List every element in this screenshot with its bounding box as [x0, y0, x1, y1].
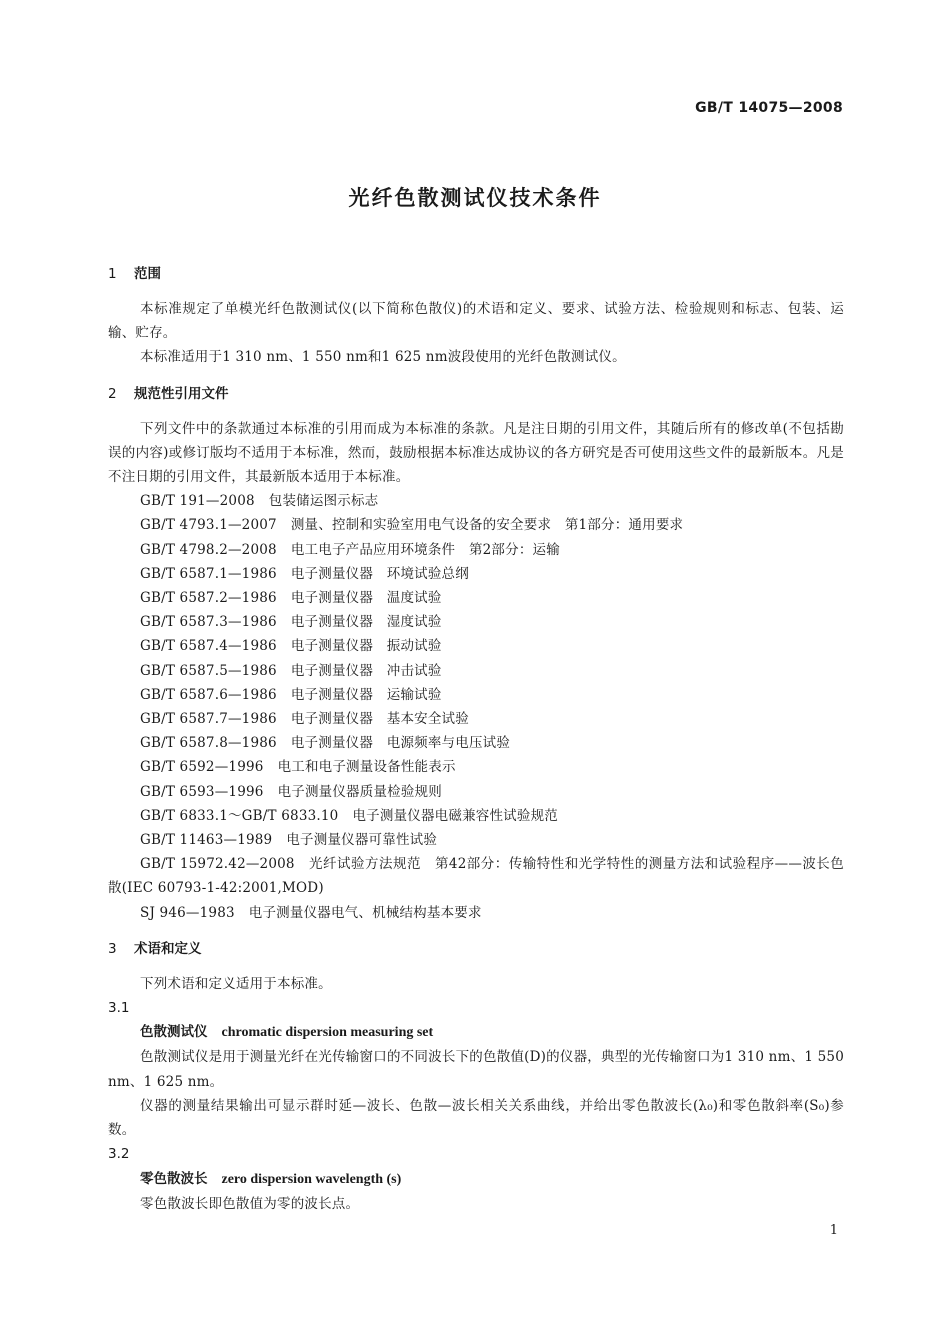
reference-code: GB/T 6592—1996 — [140, 759, 264, 776]
reference-title: 电工电子产品应用环境条件 第2部分：运输 — [290, 541, 560, 558]
reference-title: 电子测量仪器 环境试验总纲 — [290, 565, 469, 582]
section-1-heading — [108, 262, 844, 286]
page-number: 1 — [829, 1223, 838, 1238]
term-entry — [108, 1167, 844, 1192]
term-chinese: 色散测试仪 — [140, 1024, 208, 1041]
section-2-heading — [108, 382, 844, 406]
section-number: 2 — [108, 385, 117, 402]
reference-item — [108, 852, 844, 900]
reference-item — [108, 731, 844, 755]
reference-item — [108, 683, 844, 707]
reference-item — [108, 586, 844, 610]
reference-code: GB/T 6587.8—1986 — [140, 735, 277, 752]
reference-item — [108, 780, 844, 804]
reference-item — [108, 489, 844, 513]
reference-code: GB/T 6587.1—1986 — [140, 565, 277, 582]
reference-item — [108, 634, 844, 658]
reference-title: 电子测量仪器电磁兼容性试验规范 — [352, 807, 558, 824]
reference-title: 电子测量仪器 冲击试验 — [290, 662, 442, 679]
reference-title: 电子测量仪器 运输试验 — [290, 686, 442, 703]
section-title: 规范性引用文件 — [134, 385, 229, 402]
reference-title: 电子测量仪器 电源频率与电压试验 — [290, 735, 511, 752]
section-number: 1 — [108, 266, 117, 282]
reference-code: GB/T 6587.5—1986 — [140, 662, 277, 679]
reference-title: 电子测量仪器质量检验规则 — [277, 783, 442, 800]
term-chinese: 零色散波长 — [140, 1170, 208, 1187]
reference-code: GB/T 4793.1—2007 — [140, 517, 277, 534]
term-definition: 仪器的测量结果输出可显示群时延—波长、色散—波长相关关系曲线，并给出零色散波长(λ₀)和零色散斜率(S₀)参数。 — [108, 1097, 844, 1139]
section-number: 3 — [108, 940, 117, 957]
reference-item — [108, 562, 844, 586]
reference-code: GB/T 6587.3—1986 — [140, 614, 277, 631]
section-title: 范围 — [134, 266, 161, 282]
reference-code: GB/T 6833.1～GB/T 6833.10 — [140, 807, 339, 824]
document-body — [108, 262, 844, 1216]
reference-code: GB/T 6587.4—1986 — [140, 638, 277, 655]
section-title: 术语和定义 — [134, 940, 202, 957]
section-3-heading — [108, 937, 844, 961]
paragraph: 下列文件中的条款通过本标准的引用而成为本标准的条款。凡是注日期的引用文件，其随后所有的修改单(不包括勘误的内容)或修订版均不适用于本标准，然而，鼓励根据本标准达成协议的各方研究是否可使用这些文件的最新版本。凡是不注日期的引用文件，其最新版本适用于本标准。 — [108, 420, 844, 486]
reference-item — [108, 707, 844, 731]
reference-code: GB/T 6587.6—1986 — [140, 686, 277, 703]
term-entry — [108, 1020, 844, 1045]
reference-item — [108, 513, 844, 537]
document-title: 光纤色散测试仪技术条件 — [348, 186, 602, 210]
reference-title: 电子测量仪器 温度试验 — [290, 590, 442, 607]
reference-code: GB/T 191—2008 — [140, 493, 255, 510]
reference-title: 电工和电子测量设备性能表示 — [277, 759, 456, 776]
reference-item — [108, 659, 844, 683]
term-definition: 色散测试仪是用于测量光纤在光传输窗口的不同波长下的色散值(D)的仪器，典型的光传输窗口为1 310 nm、1 550 nm、1 625 nm。 — [108, 1049, 844, 1090]
reference-title: 电子测量仪器可靠性试验 — [286, 832, 438, 849]
reference-item — [108, 538, 844, 562]
reference-item — [108, 901, 844, 925]
reference-item — [108, 610, 844, 634]
reference-code: SJ 946—1983 — [140, 904, 235, 921]
standard-code: GB/T 14075—2008 — [695, 100, 843, 116]
reference-code: GB/T 4798.2—2008 — [140, 541, 277, 558]
term-english: zero dispersion wavelength (s) — [221, 1171, 402, 1187]
reference-item — [108, 828, 844, 852]
reference-code: GB/T 15972.42—2008 — [140, 856, 295, 873]
reference-code: GB/T 11463—1989 — [140, 832, 273, 849]
paragraph: 本标准规定了单模光纤色散测试仪(以下简称色散仪)的术语和定义、要求、试验方法、检验规则和标志、包装、运输、贮存。 — [108, 301, 844, 342]
subsection-number: 3.2 — [108, 1146, 130, 1163]
paragraph: 本标准适用于1 310 nm、1 550 nm和1 625 nm波段使用的光纤色散测试仪。 — [140, 349, 626, 366]
paragraph: 下列术语和定义适用于本标准。 — [140, 975, 332, 992]
reference-code: GB/T 6587.2—1986 — [140, 590, 277, 607]
reference-item — [108, 804, 844, 828]
reference-title: 包装储运图示标志 — [268, 493, 379, 510]
subsection-number: 3.1 — [108, 1000, 130, 1017]
reference-title: 电子测量仪器 湿度试验 — [290, 614, 442, 631]
reference-title: 电子测量仪器 振动试验 — [290, 638, 442, 655]
reference-item — [108, 755, 844, 779]
term-definition: 零色散波长即色散值为零的波长点。 — [140, 1195, 360, 1212]
term-english: chromatic dispersion measuring set — [221, 1025, 434, 1041]
reference-title: 测量、控制和实验室用电气设备的安全要求 第1部分：通用要求 — [290, 517, 684, 534]
reference-title: 电子测量仪器 基本安全试验 — [290, 711, 469, 728]
reference-code: GB/T 6593—1996 — [140, 783, 264, 800]
reference-code: GB/T 6587.7—1986 — [140, 711, 277, 728]
reference-title: 光纤试验方法规范 第42部分：传输特性和光学特性的测量方法和试验程序——波长色散(IEC 60793-1-42:2001,MOD) — [108, 856, 844, 897]
reference-title: 电子测量仪器电气、机械结构基本要求 — [248, 904, 482, 921]
